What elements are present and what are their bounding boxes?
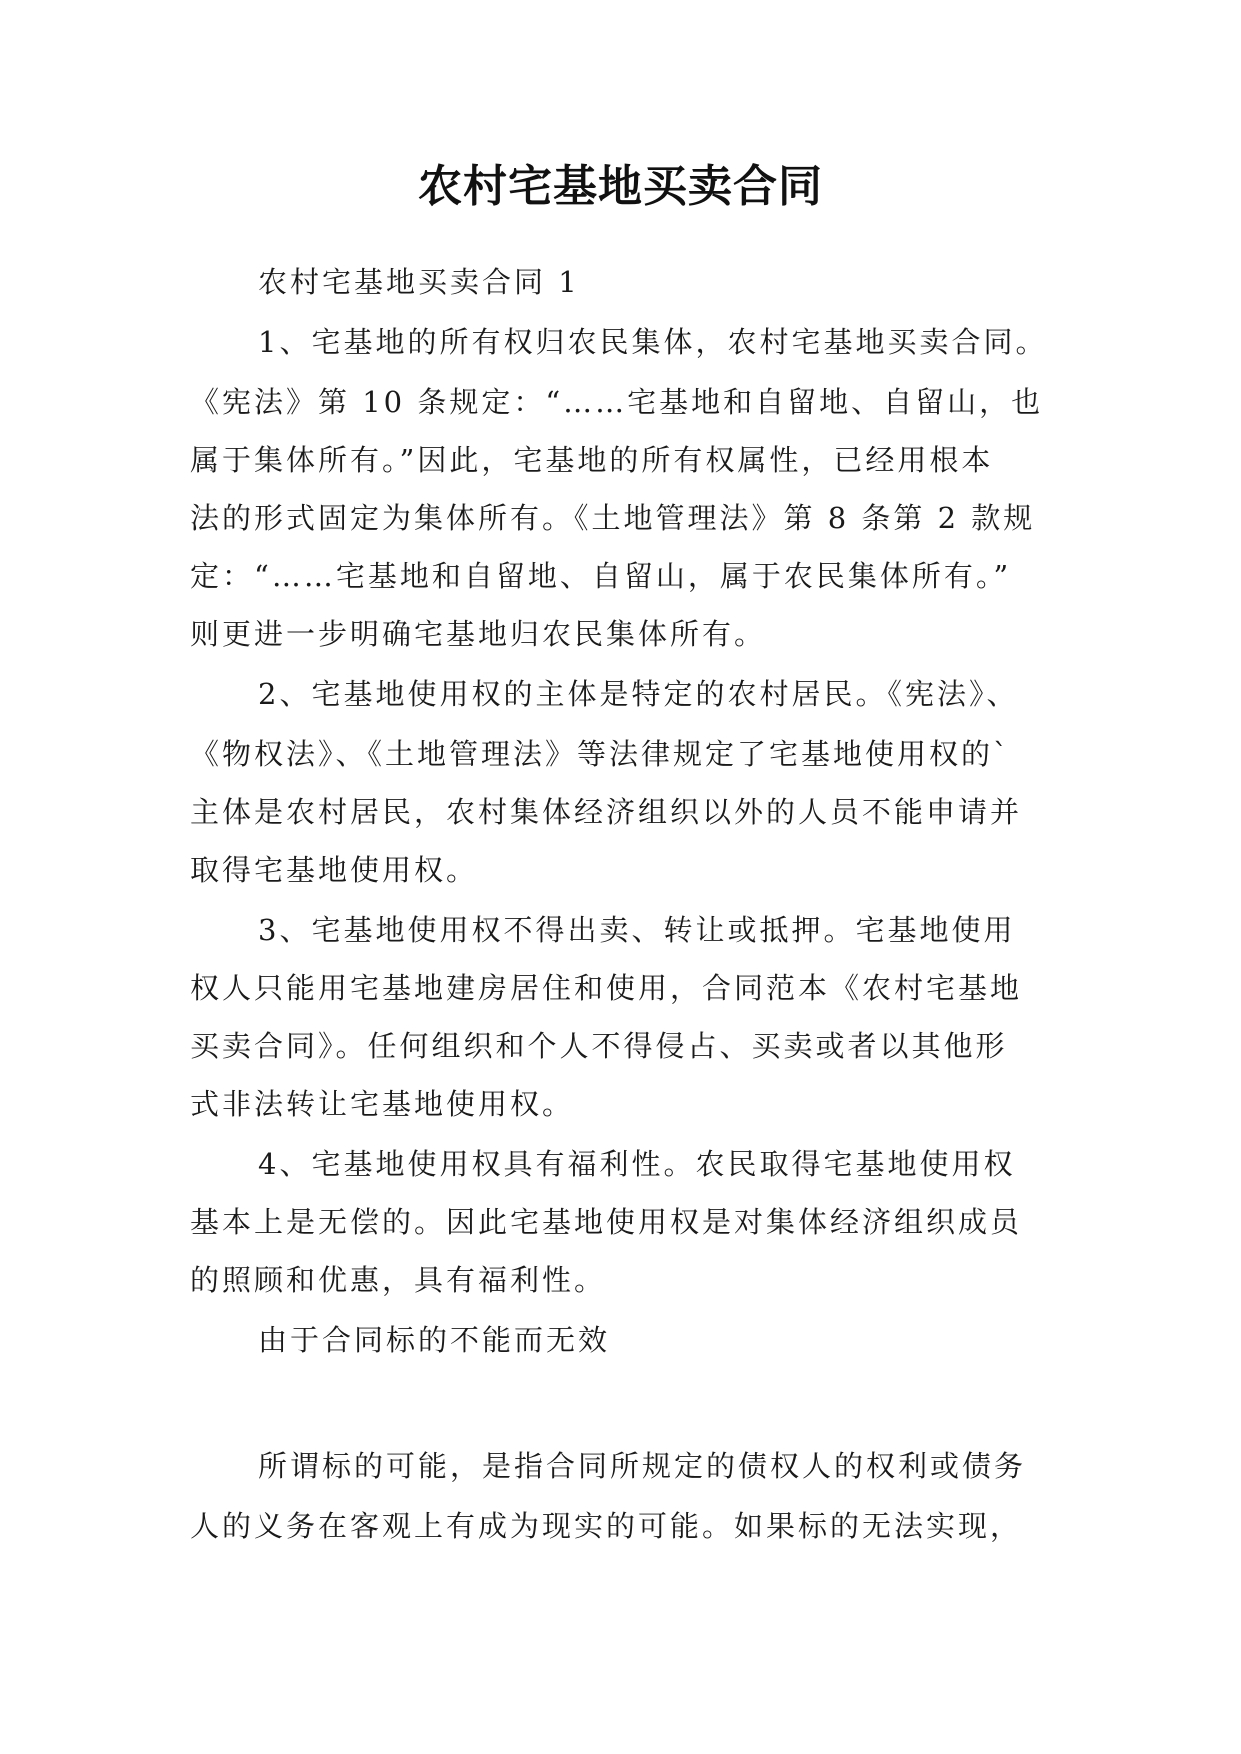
paragraph-line: 4、宅基地使用权具有福利性。农民取得宅基地使用权 (258, 1147, 1016, 1181)
paragraph-line: 取得宅基地使用权。 (190, 853, 479, 887)
document-title: 农村宅基地买卖合同 (418, 161, 823, 212)
paragraph-line: 3、宅基地使用权不得出卖、转让或抵押。宅基地使用 (258, 913, 1016, 947)
paragraph-line: 的照顾和优惠，具有福利性。 (190, 1263, 607, 1297)
paragraph-line: 主体是农村居民，农村集体经济组织以外的人员不能申请并 (190, 795, 1023, 829)
paragraph-line: 权人只能用宅基地建房居住和使用，合同范本《农村宅基地 (190, 971, 1023, 1005)
paragraph-line: 买卖合同》。任何组织和个人不得侵占、买卖或者以其他形 (190, 1029, 1008, 1063)
paragraph-line: 《宪法》第 10 条规定：“……宅基地和自留地、自留山，也 (190, 385, 1044, 419)
paragraph-line: 法的形式固定为集体所有。《土地管理法》第 8 条第 2 款规 (190, 501, 1036, 535)
paragraph-line: 属于集体所有。”因此，宅基地的所有权属性，已经用根本 (190, 443, 994, 477)
paragraph-line: 式非法转让宅基地使用权。 (190, 1087, 575, 1121)
paragraph-line: 定：“……宅基地和自留地、自留山，属于农民集体所有。” (190, 559, 1012, 593)
section-subheading: 由于合同标的不能而无效 (258, 1323, 611, 1357)
paragraph-line: 则更进一步明确宅基地归农民集体所有。 (190, 617, 767, 651)
paragraph-line: 1、宅基地的所有权归农民集体，农村宅基地买卖合同。 (258, 325, 1048, 359)
paragraph-line: 人的义务在客观上有成为现实的可能。如果标的无法实现， (190, 1509, 1023, 1543)
paragraph-line: 2、宅基地使用权的主体是特定的农村居民。《宪法》、 (258, 677, 1019, 711)
paragraph-line: 《物权法》、《土地管理法》等法律规定了宅基地使用权的` (190, 737, 1011, 771)
paragraph-line: 所谓标的可能，是指合同所规定的债权人的权利或债务 (258, 1449, 1027, 1483)
section-heading: 农村宅基地买卖合同 1 (258, 265, 580, 299)
paragraph-line: 基本上是无偿的。因此宅基地使用权是对集体经济组织成员 (190, 1205, 1023, 1239)
